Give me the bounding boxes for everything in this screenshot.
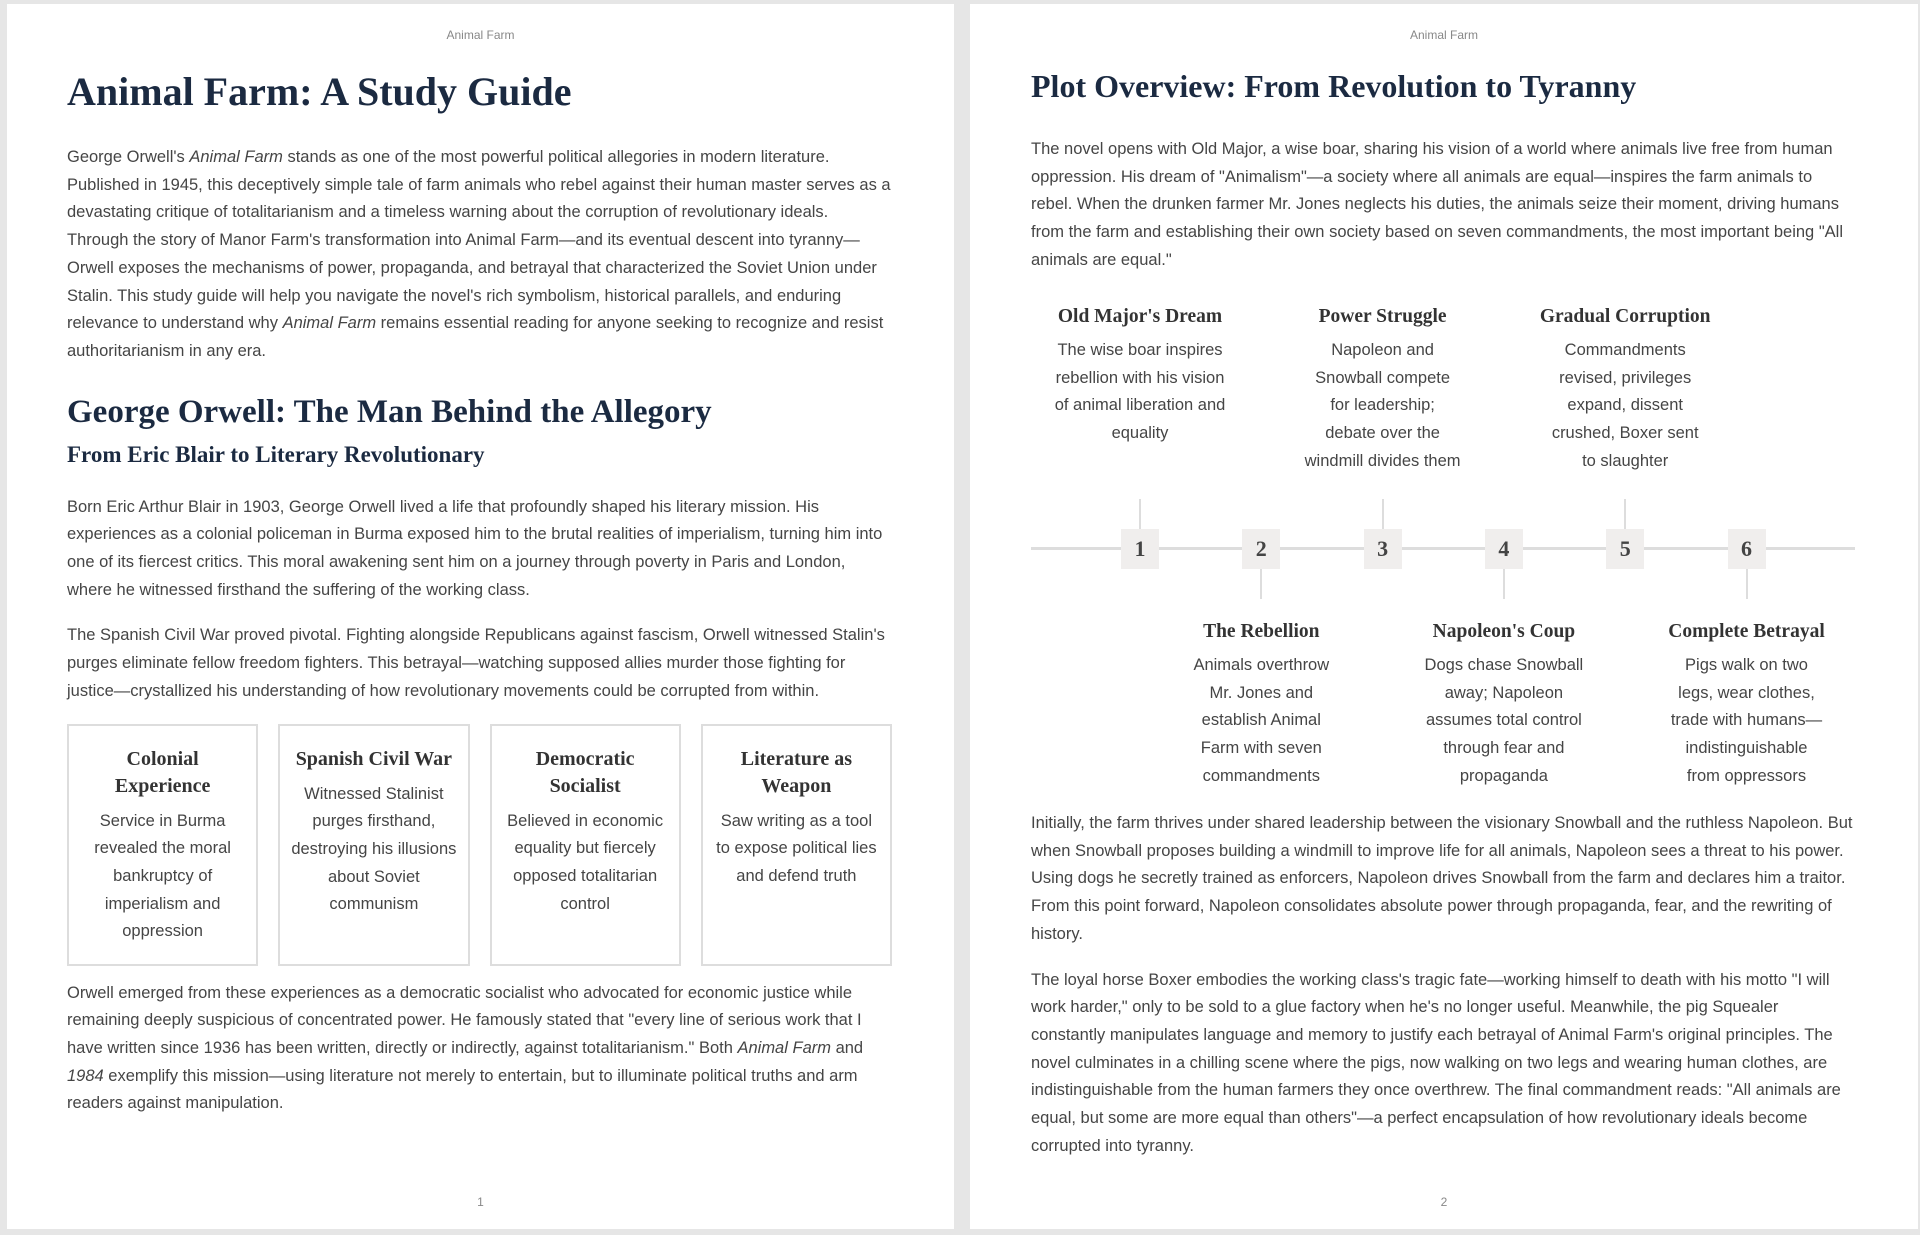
intro-paragraph: George Orwell's Animal Farm stands as one of the most powerful political allegories in modern literature. Published in 1945, this deceptively simple tale of farm animals who rebel against their human master serves as a devastating critique of totalitarianism and a timeless warning about the corruption of revolutionary ideals. Through the story of Manor Farm's transformation into Animal Farm—and its eventual descent into tyranny—Orwell exposes the mechanisms of power, propaganda, and betrayal that characterized the Soviet Union under Stalin. This study guide will help you navigate the novel's rich symbolism, historical parallels, and enduring relevance to understand why Animal Farm remains essential reading for anyone seeking to recognize and resist authoritarianism in any era. [67, 148, 891, 360]
page-title: Plot Overview: From Revolution to Tyranny [1031, 68, 1637, 104]
intro-paragraph: The novel opens with Old Major, a wise boar, sharing his vision of a world where animals live free from human oppression. His dream of "Animalism"—a society where all animals are equal—inspires the farm animals to rebel. When the drunken farmer Mr. Jones neglects his duties, the animals seize their moment, driving humans from the farm and establishing their own society based on seven commandments, the most important being "All animals are equal." [1031, 140, 1844, 269]
timeline-node: 6 [1728, 529, 1766, 569]
card-text: Service in Burma revealed the moral bankruptcy of imperialism and oppression [94, 811, 231, 941]
page-2 [970, 4, 1918, 1229]
event-title: Complete Betrayal [1668, 621, 1825, 642]
timeline-connector [1503, 569, 1505, 599]
timeline-connector [1139, 499, 1141, 529]
section-title: George Orwell: The Man Behind the Allegory [67, 393, 712, 430]
timeline-node: 1 [1121, 529, 1159, 569]
card-title: Democratic Socialist [535, 747, 635, 797]
event-text: Commandments revised, privileges expand, dissent crushed, Boxer sent to slaughter [1551, 341, 1699, 470]
event-text: Pigs walk on two legs, wear clothes, trade with humans—indistinguishable from oppressors [1670, 656, 1823, 785]
timeline-connector [1624, 499, 1626, 529]
event-text: Dogs chase Snowball away; Napoleon assumes total control through fear and propaganda [1424, 656, 1584, 785]
paragraph: The Spanish Civil War proved pivotal. Fighting alongside Republicans against fascism, Orwell witnessed Stalin's purges eliminate fellow freedom fighters. This betrayal—watching supposed allies murder those fighting for justice—crystallized his understanding of how revolutionary movements could be corrupted from within. [67, 626, 885, 700]
timeline-event [1040, 303, 1240, 448]
paragraph: Orwell emerged from these experiences as a democratic socialist who advocated for economic justice while remaining deeply suspicious of concentrated power. He famously stated that "every line of serious work that I have written since 1936 has been written, directly or indirectly, against totalitarianism." Both Animal Farm and 1984 exemplify this mission—using literature not merely to entertain, but to illuminate political truths and arm readers against manipulation. [67, 983, 864, 1113]
card-title: Literature as Weapon [740, 747, 853, 797]
timeline-node: 5 [1606, 529, 1644, 569]
section-subtitle: From Eric Blair to Literary Revolutionary [67, 441, 485, 467]
running-header: Animal Farm [446, 28, 515, 42]
event-title: The Rebellion [1203, 621, 1320, 642]
timeline-connector [1260, 569, 1262, 599]
page-1 [7, 4, 954, 1229]
card [490, 724, 681, 966]
timeline-event [1161, 618, 1361, 791]
paragraph: Born Eric Arthur Blair in 1903, George Orwell lived a life that profoundly shaped his literary mission. His experiences as a colonial policeman in Burma exposed him to the brutal realities of imperialism, turning him into one of its fiercest critics. This moral awakening sent him on a journey through poverty in Paris and London, where he witnessed firsthand the suffering of the working class. [67, 497, 883, 599]
timeline-event [1647, 618, 1847, 791]
event-text: Napoleon and Snowball compete for leadership; debate over the windmill divides them [1304, 341, 1461, 470]
card-text: Witnessed Stalinist purges firsthand, destroying his illusions about Soviet communism [291, 784, 457, 914]
timeline-connector [1382, 499, 1384, 529]
timeline-event [1525, 303, 1725, 476]
card-title: Spanish Civil War [295, 747, 453, 770]
timeline [1031, 294, 1855, 794]
timeline-event [1404, 618, 1604, 791]
timeline-node: 2 [1242, 529, 1280, 569]
timeline-node: 3 [1364, 529, 1402, 569]
event-title: Old Major's Dream [1057, 306, 1223, 327]
event-title: Gradual Corruption [1539, 306, 1711, 327]
card [701, 724, 892, 966]
page-title: Animal Farm: A Study Guide [67, 69, 572, 114]
event-title: Napoleon's Coup [1432, 621, 1576, 642]
running-header: Animal Farm [1409, 28, 1478, 42]
card-text: Saw writing as a tool to expose political lies and defend truth [716, 811, 877, 885]
event-title: Power Struggle [1318, 306, 1447, 327]
timeline-node: 4 [1485, 529, 1523, 569]
info-cards [67, 724, 892, 966]
event-text: The wise boar inspires rebellion with his vision of animal liberation and equality [1054, 341, 1226, 443]
page-number: 1 [477, 1195, 484, 1209]
timeline-event [1283, 303, 1483, 476]
card [278, 724, 469, 966]
paragraph: The loyal horse Boxer embodies the working class's tragic fate—working himself to death with his motto "I will work harder," only to be sold to a glue factory when he's no longer useful. Meanwhile, the pig Squealer constantly manipulates language and memory to justify each betrayal of Animal Farm's original principles. The novel culminates in a chilling scene where the pigs, now walking on two legs and wearing human clothes, are indistinguishable from the human farmers they once overthrew. The final commandment reads: "All animals are equal, but some are more equal than others"—a perfect encapsulation of how revolutionary ideals become corrupted into tyranny. [1031, 970, 1841, 1155]
page-number: 2 [1440, 1195, 1448, 1209]
paragraph: Initially, the farm thrives under shared leadership between the visionary Snowball and the ruthless Napoleon. But when Snowball proposes building a windmill to improve life for all animals, Napoleon sees a threat to his power. Using dogs he secretly trained as enforcers, Napoleon drives Snowball from the farm and declares him a traitor. From this point forward, Napoleon consolidates absolute power through propaganda, fear, and the rewriting of history. [1031, 814, 1853, 943]
card [67, 724, 258, 966]
timeline-connector [1746, 569, 1748, 599]
card-text: Believed in economic equality but fiercely opposed totalitarian control [507, 811, 664, 913]
card-title: Colonial Experience [114, 747, 211, 797]
event-text: Animals overthrow Mr. Jones and establish Animal Farm with seven commandments [1193, 656, 1330, 785]
